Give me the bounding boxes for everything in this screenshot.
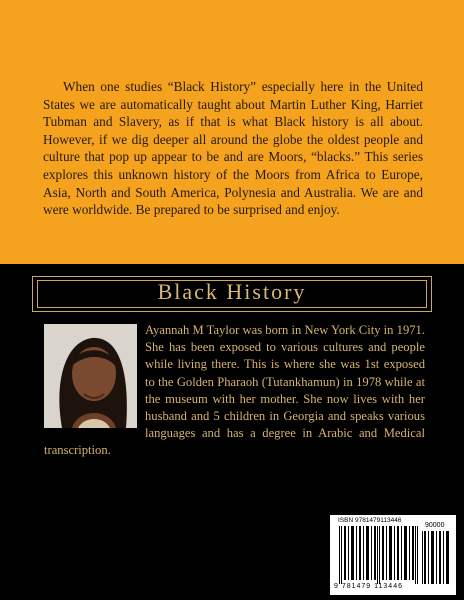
author-bio: Ayannah M Taylor was born in New York City in 1971. She has been exposed to various cultures and people while living there. This is where she was 1st exposed to the Golden Pharaoh (Tutankhamun) in 1978 while at the museum with her mother. She now lives with her husband and 5 children in Georgia and speaks various languages and has a degree in Arabic and Medical transcription. xyxy=(44,323,425,458)
price-code: 90000 xyxy=(425,522,445,529)
isbn-digits: 9 781479 113446 xyxy=(334,583,403,590)
price-barcode-bars xyxy=(422,531,450,584)
isbn-barcode xyxy=(330,515,456,595)
series-title: Black History xyxy=(157,279,307,304)
photo-spacer xyxy=(44,322,145,428)
author-bio-block xyxy=(44,322,425,460)
book-blurb: When one studies “Black History” especially here in the United States we are automatically taught about Martin Luther King, Harriet Tubman and Slavery, as if that is what Black history is all about. However, if we dig deeper all around the globe the oldest people and culture that pop up appear to be and are Moors, “blacks.” This series explores this unknown history of the Moors from Africa to Europe, Asia, North and South America, Polynesia and Australia. We are and were worldwide. Be prepared to be surprised and enjoy. xyxy=(43,79,423,218)
barcode-bars xyxy=(338,526,418,584)
isbn-label: ISBN 9781479113446 xyxy=(338,517,402,524)
